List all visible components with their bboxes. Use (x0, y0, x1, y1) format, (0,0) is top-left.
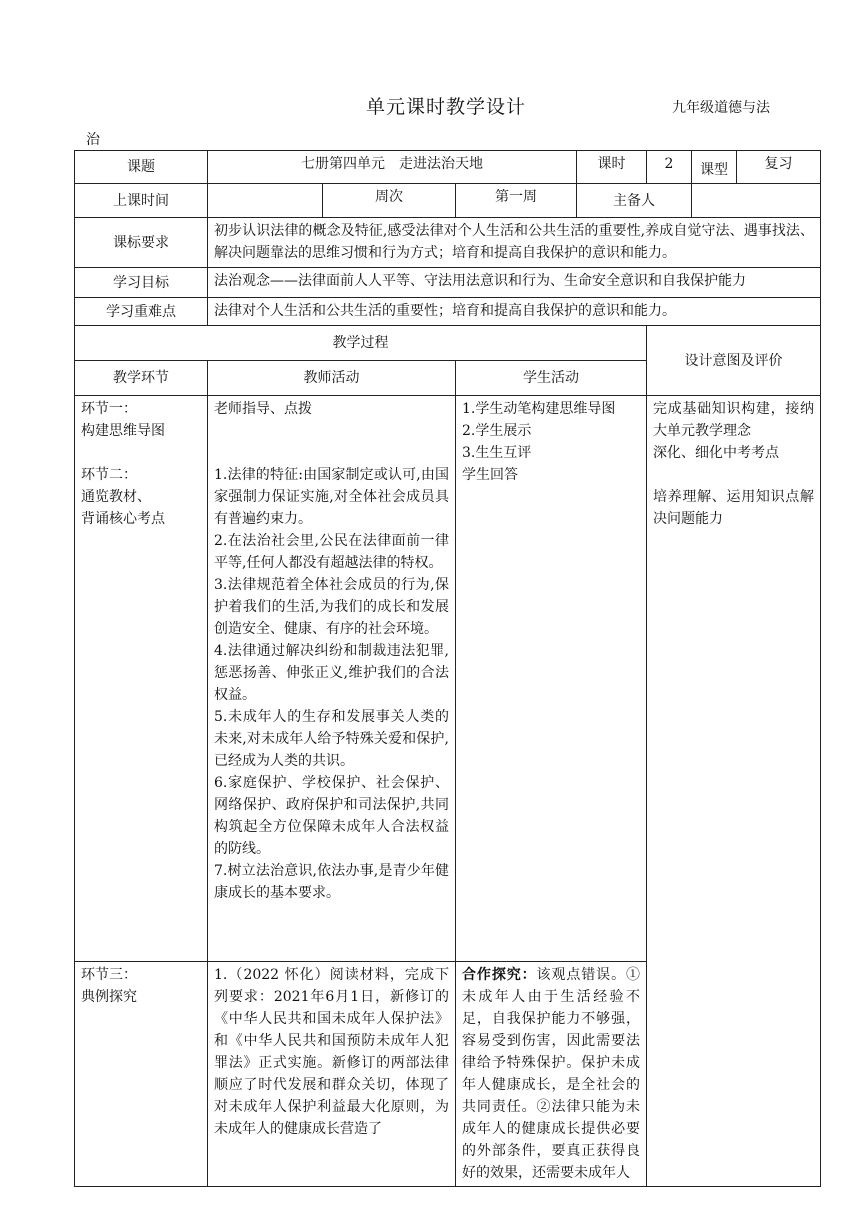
col-teacher-header: 教师活动 (208, 361, 456, 396)
design-cell (647, 396, 821, 1187)
design-header: 设计意图及评价 (647, 326, 821, 396)
stage-2-name-2: 背诵核心考点 (81, 511, 165, 527)
page-title: 单元课时教学设计 (366, 96, 527, 118)
teacher-point-2: 2.在法治社会里,公民在法律面前一律平等,任何人都没有超越法律的特权。 (214, 533, 449, 571)
preparer-value (692, 184, 821, 218)
type-value: 复习 (737, 151, 821, 184)
time-value (208, 184, 323, 218)
design-note-3: 培养理解、运用知识点解决问题能力 (653, 489, 814, 527)
stage-3-label: 环节三： (81, 967, 137, 983)
student-cell-2 (456, 962, 647, 1187)
goal-row (75, 268, 821, 298)
coop-label: 合作探究： (462, 967, 537, 983)
teacher-guidance: 老师指导、点拨 (214, 401, 312, 417)
student-cooperation (462, 964, 640, 1184)
standard-row (75, 218, 821, 268)
teacher-point-6: 6.家庭保护、学校保护、社会保护、网络保护、政府保护和司法保护,共同构筑起全方位保障未成年人合法权益的防线。 (214, 775, 449, 857)
design-note-1: 完成基础知识构建，接纳大单元教学理念 (653, 401, 814, 439)
preparer-label: 主备人 (577, 184, 692, 218)
stage-1-name: 构建思维导图 (81, 423, 165, 439)
student-cell-1 (456, 396, 647, 962)
student-step-2: 2.学生展示 (462, 423, 532, 439)
topic-label: 课题 (75, 151, 208, 184)
topic-value: 七册第四单元 走进法治天地 (208, 151, 577, 184)
stage-1-label: 环节一： (81, 401, 137, 417)
student-step-3: 3.生生互评 (462, 445, 532, 461)
time-label: 上课时间 (75, 184, 208, 218)
grade-subject-tail: 治 (86, 132, 100, 148)
student-step-1: 1.学生动笔构建思维导图 (462, 401, 616, 417)
key-label: 学习重难点 (75, 298, 208, 326)
student-step-4: 学生回答 (462, 467, 518, 483)
process-row-1 (75, 396, 821, 962)
stage-cell-3 (75, 962, 208, 1187)
lesson-design-table (74, 150, 821, 1187)
teacher-example: 1.（2022 怀化）阅读材料，完成下列要求：2021年6月1日，新修订的《中华人民共和国未成年人保护法》和《中华人民共和国预防未成年人犯罪法》正式实施。新修订的两部法律顺应了时代发展和群众关切，体现了对未成年人保护利益最大化原则，为未成年人的健康成长营造了 (214, 967, 449, 1137)
teacher-point-3: 3.法律规范着全体社会成员的行为,保护着我们的生活,为我们的成长和发展创造安全、健康、有序的社会环境。 (214, 577, 449, 637)
type-label: 课型 (692, 151, 737, 184)
standard-label: 课标要求 (75, 218, 208, 268)
period-label: 课时 (577, 151, 647, 184)
teacher-point-7: 7.树立法治意识,依法办事,是青少年健康成长的基本要求。 (214, 863, 449, 901)
col-stage-header: 教学环节 (75, 361, 208, 396)
key-row (75, 298, 821, 326)
teacher-cell-2 (208, 962, 456, 1187)
teacher-point-1: 1.法律的特征:由国家制定或认可,由国家强制力保证实施,对全体社会成员具有普遍约束力。 (214, 467, 449, 527)
stage-2-label: 环节二： (81, 467, 137, 483)
goal-label: 学习目标 (75, 268, 208, 298)
standard-value: 初步认识法律的概念及特征,感受法律对个人生活和公共生活的重要性,养成自觉守法、遇事找法、解决问题靠法的思维习惯和行为方式；培育和提高自我保护的意识和能力。 (208, 218, 821, 268)
topic-row (75, 151, 821, 184)
goal-value: 法治观念——法律面前人人平等、守法用法意识和行为、生命安全意识和自我保护能力 (208, 268, 821, 298)
coop-text: 该观点错误。①未成年人由于生活经验不足，自我保护能力不够强，容易受到伤害，因此需要法律给予特殊保护。保护未成年人健康成长，是全社会的共同责任。②法律只能为未成年人的健康成长提供必要的外部条件，要真正获得良好的效果，还需要未成年人 (462, 967, 641, 1181)
grade-subject: 九年级道德与法 (672, 100, 770, 116)
week-label: 周次 (323, 184, 456, 218)
process-title: 教学过程 (75, 326, 647, 361)
stage-3-name: 典例探究 (81, 989, 137, 1005)
teacher-point-5: 5.未成年人的生存和发展事关人类的未来,对未成年人给予特殊关爱和保护,已经成为人类的共识。 (214, 709, 449, 769)
time-row (75, 184, 821, 218)
stage-2-name: 通览教材、 (81, 489, 151, 505)
key-value: 法律对个人生活和公共生活的重要性；培育和提高自我保护的意识和能力。 (208, 298, 821, 326)
process-title-row (75, 326, 821, 361)
week-value: 第一周 (456, 184, 577, 218)
col-student-header: 学生活动 (456, 361, 647, 396)
stage-cell-1 (75, 396, 208, 962)
design-note-2: 深化、细化中考考点 (653, 445, 779, 461)
period-value: 2 (647, 151, 692, 184)
teacher-cell-1 (208, 396, 456, 962)
teacher-point-4: 4.法律通过解决纠纷和制裁违法犯罪,惩恶扬善、伸张正义,维护我们的合法权益。 (214, 643, 449, 703)
